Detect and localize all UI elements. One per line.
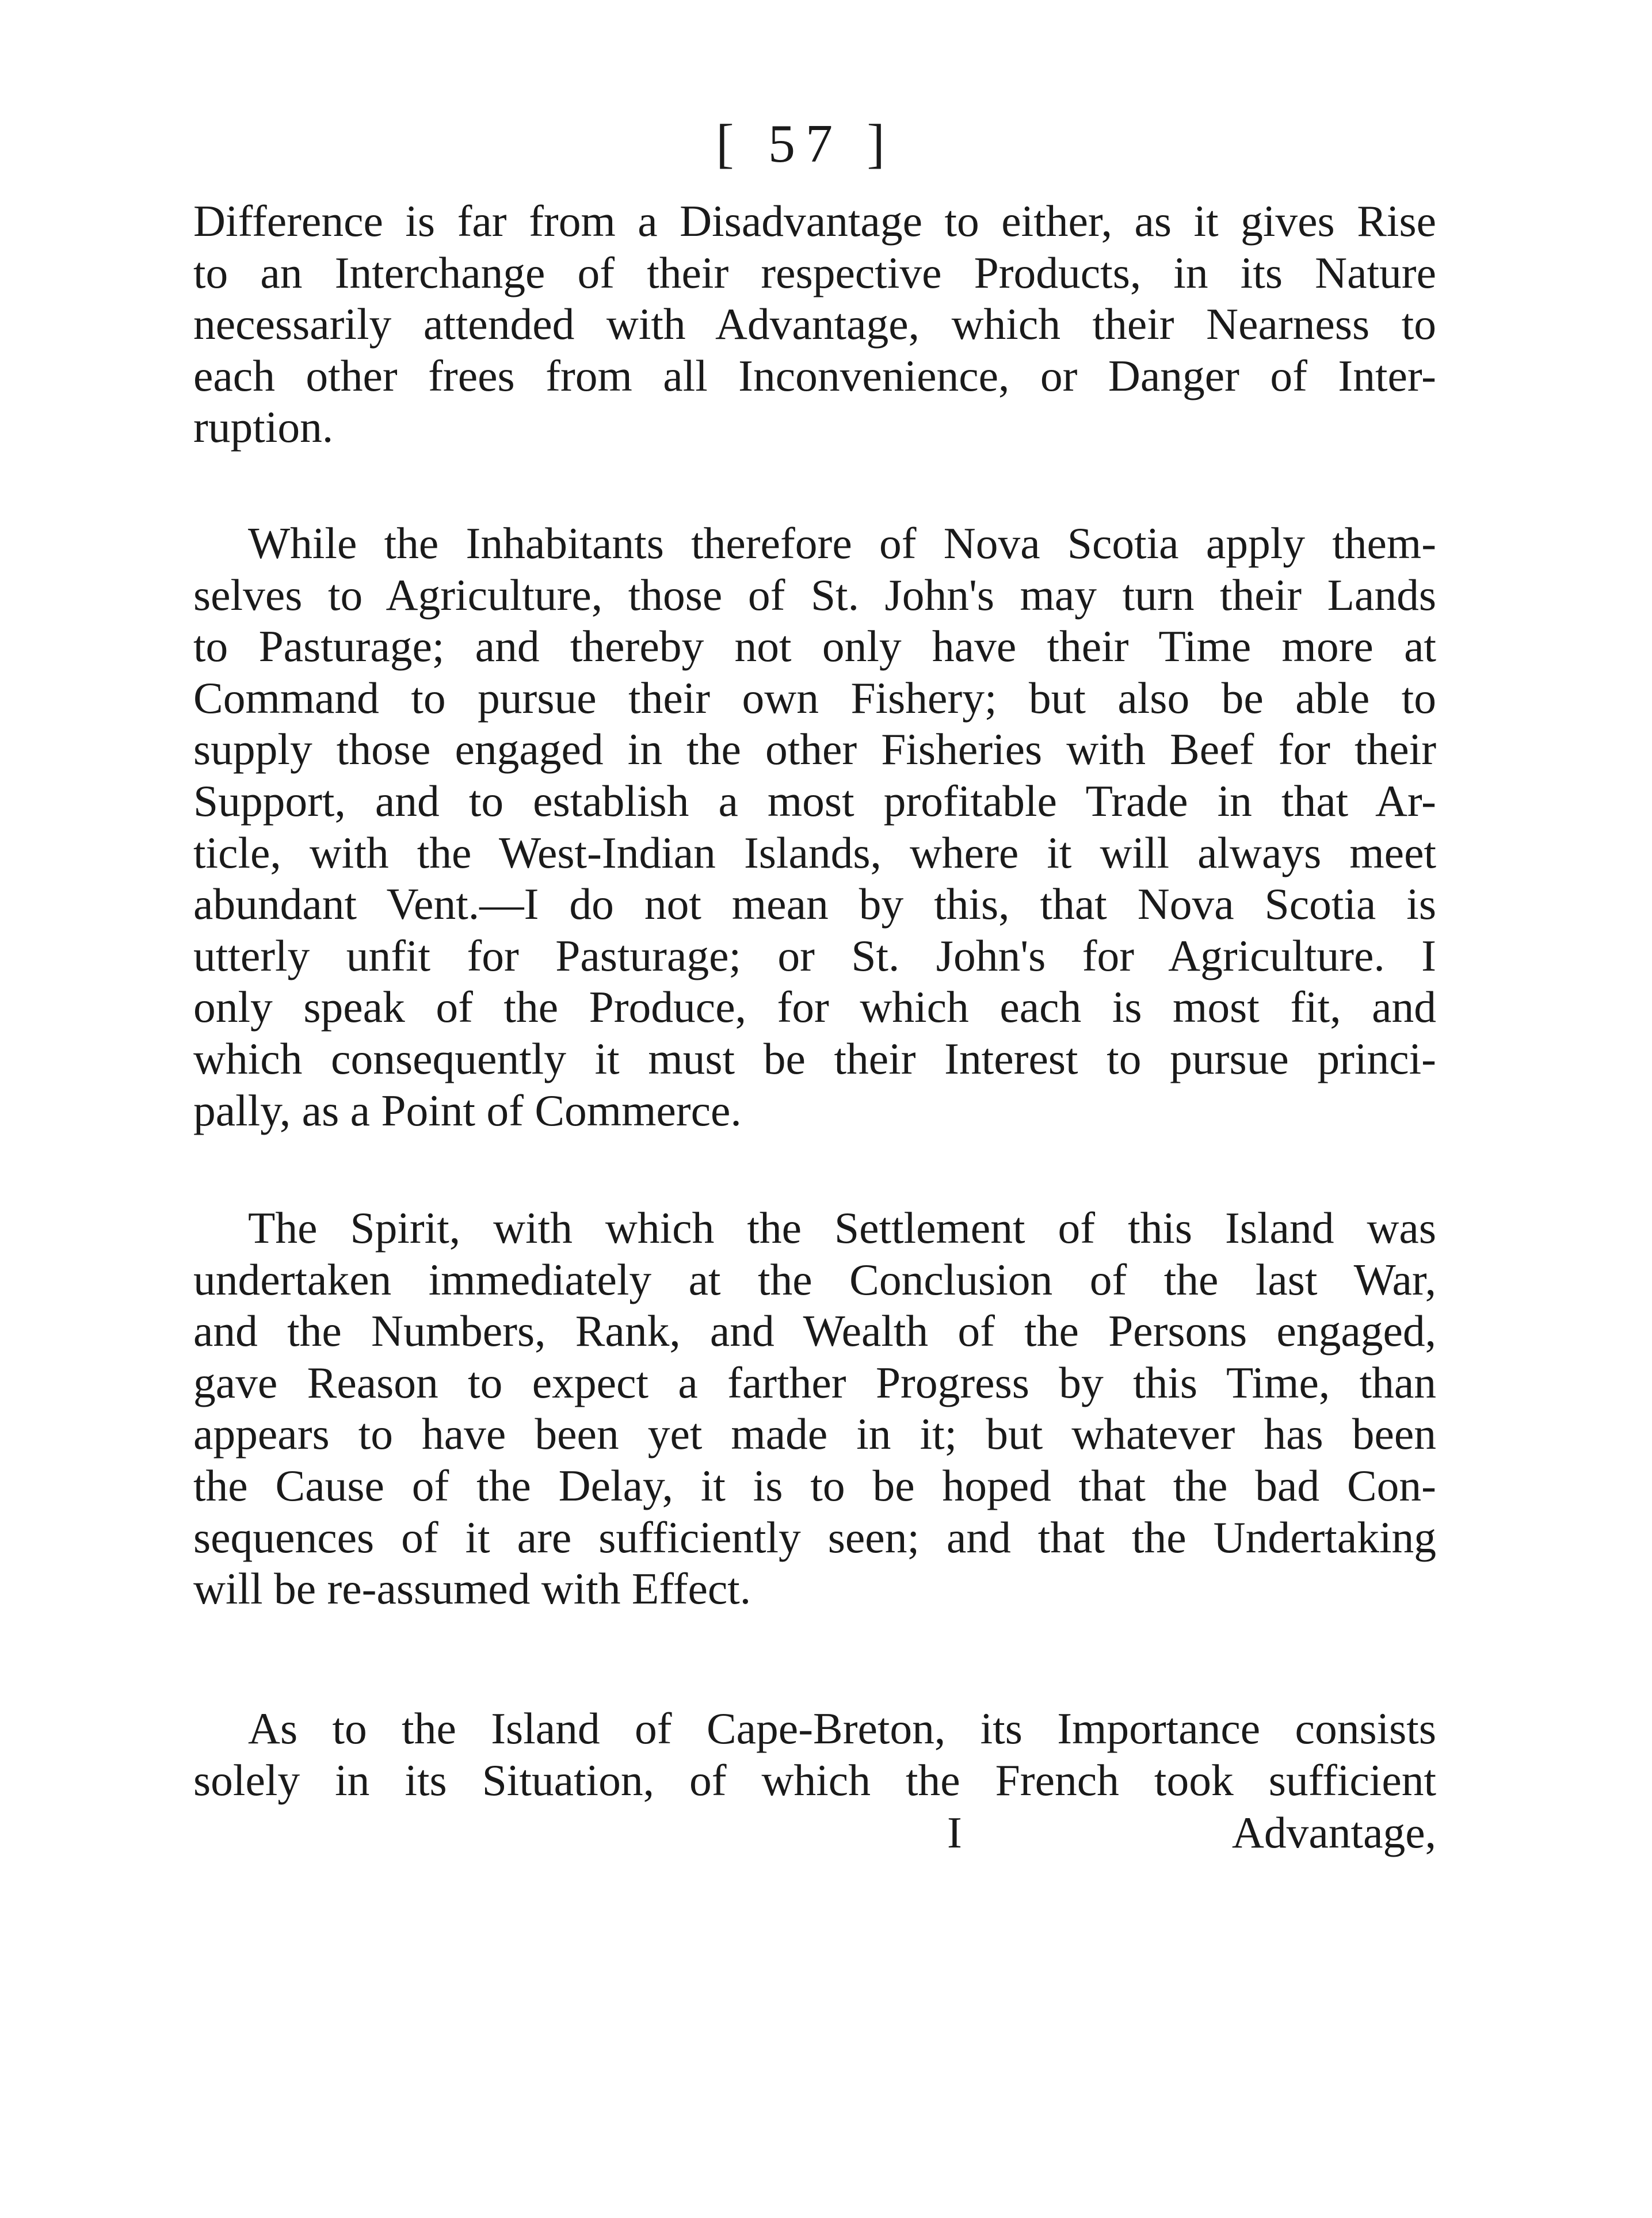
text-line: ruption.	[193, 402, 334, 452]
text-line: necessarily attended with Advantage, which their Nearness to	[193, 299, 1436, 349]
paragraph-4	[193, 1703, 1436, 1806]
text-line: undertaken immediately at the Conclusion of the last War,	[193, 1254, 1436, 1304]
paragraph-2	[193, 518, 1436, 1136]
text-line: will be re-assumed with Effect.	[193, 1564, 751, 1614]
text-line: which consequently it must be their Interest to pursue princi-	[193, 1033, 1436, 1083]
text-line: supply those engaged in the other Fisheries with Beef for their	[193, 724, 1436, 774]
text-line: to an Interchange of their respective Products, in its Nature	[193, 247, 1436, 297]
text-line: abundant Vent.—I do not mean by this, that Nova Scotia is	[193, 879, 1436, 929]
text-line: the Cause of the Delay, it is to be hoped that the bad Con-	[193, 1460, 1436, 1510]
page-number: [ 57 ]	[716, 114, 895, 174]
text-line: ticle, with the West-Indian Islands, where it will always meet	[193, 827, 1436, 877]
text-line: While the Inhabitants therefore of Nova Scotia apply them-	[248, 518, 1436, 568]
paragraph-3	[193, 1202, 1436, 1615]
text-line: The Spirit, with which the Settlement of this Island was	[248, 1203, 1436, 1253]
text-line: Support, and to establish a most profitable Trade in that Ar-	[193, 776, 1436, 826]
text-line: As to the Island of Cape-Breton, its Importance consists	[248, 1704, 1436, 1753]
text-line: Command to pursue their own Fishery; but also be able to	[193, 673, 1436, 723]
paragraph-1	[193, 196, 1436, 453]
text-line: to Pasturage; and thereby not only have their Time more at	[193, 621, 1436, 671]
text-line: solely in its Situation, of which the French took sufficient	[193, 1755, 1436, 1805]
catchword: Advantage,	[1231, 1808, 1436, 1857]
text-line: pally, as a Point of Commerce.	[193, 1085, 742, 1135]
text-line: only speak of the Produce, for which each is most fit, and	[193, 982, 1436, 1032]
signature-mark: I	[947, 1808, 962, 1857]
text-line: utterly unfit for Pasturage; or St. John's for Agriculture. I	[193, 930, 1436, 980]
text-line: sequences of it are sufficiently seen; and that the Undertaking	[193, 1512, 1436, 1562]
text-line: Difference is far from a Disadvantage to either, as it gives Rise	[193, 196, 1436, 246]
text-line: gave Reason to expect a farther Progress by this Time, than	[193, 1357, 1436, 1407]
text-line: appears to have been yet made in it; but whatever has been	[193, 1409, 1436, 1459]
text-line: and the Numbers, Rank, and Wealth of the Persons engaged,	[193, 1306, 1436, 1356]
text-line: each other frees from all Inconvenience, or Danger of Inter-	[193, 350, 1436, 400]
text-line: selves to Agriculture, those of St. John's may turn their Lands	[193, 570, 1436, 620]
catchline	[193, 1807, 1436, 1858]
